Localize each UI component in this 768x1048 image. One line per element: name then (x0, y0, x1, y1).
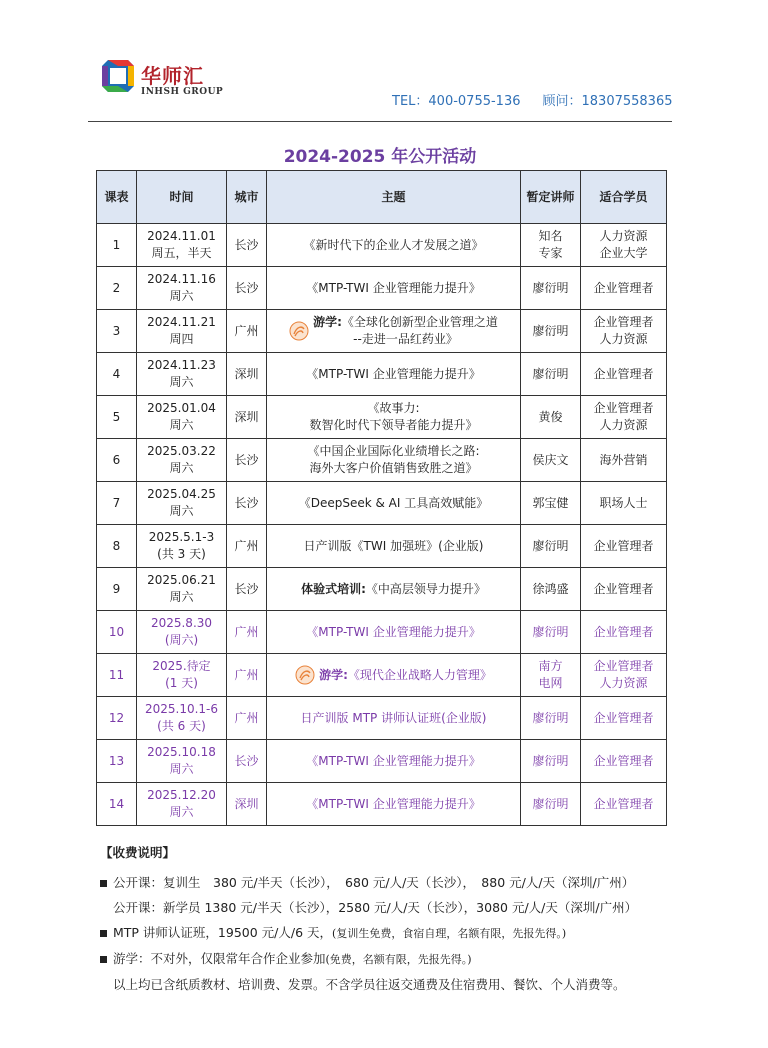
table-row (97, 568, 667, 611)
table-row (97, 310, 667, 353)
topic-text-line2: --走进一品红药业》 (353, 332, 458, 346)
course-topic (267, 396, 521, 439)
study-tour-icon (295, 665, 315, 685)
course-date: 2024.11.23 (147, 358, 216, 372)
course-audience: 企业管理者 (581, 740, 667, 783)
schedule-table (96, 170, 667, 826)
course-date: 2025.10.18 (147, 745, 216, 759)
table-row (97, 740, 667, 783)
table-row (97, 396, 667, 439)
topic-text: 《MTP-TWI 企业管理能力提升》 (306, 280, 481, 295)
course-city: 长沙 (227, 267, 267, 310)
header-lecturer: 暂定讲师 (521, 171, 581, 224)
course-no: 10 (97, 611, 137, 654)
course-city: 广州 (227, 697, 267, 740)
table-header-row (97, 171, 667, 224)
course-audience: 企业管理者 (581, 353, 667, 396)
fee-line-mtp: MTP 讲师认证班，19500 元/人/6 天，(复训生免费，食宿自理，名额有限，先报先得。) (100, 920, 700, 946)
table-row (97, 697, 667, 740)
course-topic (267, 654, 521, 697)
course-audience: 海外营销 (581, 439, 667, 482)
topic-text: 《现代企业战略人力管理》 (347, 667, 492, 682)
course-lecturer: 廖衍明 (521, 740, 581, 783)
topic-text: 《全球化创新型企业管理之道 (341, 315, 498, 329)
topic-text: 日产训版《TWI 加强班》(企业版) (303, 538, 484, 553)
course-no: 8 (97, 525, 137, 568)
course-day: (共 6 天) (157, 719, 206, 733)
course-topic (267, 740, 521, 783)
course-time (137, 654, 227, 697)
course-city: 广州 (227, 611, 267, 654)
course-no: 1 (97, 224, 137, 267)
course-time (137, 439, 227, 482)
course-no: 13 (97, 740, 137, 783)
course-lecturer: 廖衍明 (521, 783, 581, 826)
bullet-icon (100, 956, 107, 963)
course-day: 周六 (169, 461, 194, 475)
course-city: 深圳 (227, 783, 267, 826)
course-audience: 职场人士 (581, 482, 667, 525)
table-row (97, 525, 667, 568)
course-no: 2 (97, 267, 137, 310)
topic-text: 《MTP-TWI 企业管理能力提升》 (306, 796, 481, 811)
course-lecturer: 侯庆文 (521, 439, 581, 482)
course-lecturer: 廖衍明 (521, 525, 581, 568)
topic-text: 《新时代下的企业人才发展之道》 (303, 237, 484, 252)
course-topic (267, 224, 521, 267)
topic-text: 《MTP-TWI 企业管理能力提升》 (306, 753, 481, 768)
course-day: (周六) (164, 633, 199, 647)
header-city: 城市 (227, 171, 267, 224)
bullet-icon (100, 880, 107, 887)
header-time: 时间 (137, 171, 227, 224)
course-audience: 企业管理者 (581, 611, 667, 654)
course-date: 2025.8.30 (150, 616, 213, 630)
course-time (137, 396, 227, 439)
course-city: 广州 (227, 525, 267, 568)
logo-icon (100, 58, 136, 94)
course-lecturer: 黄俊 (521, 396, 581, 439)
course-day: 周六 (169, 805, 194, 819)
course-audience: 企业管理者 (581, 267, 667, 310)
course-audience: 企业管理者 (581, 525, 667, 568)
course-date: 2025.01.04 (147, 401, 216, 415)
course-lecturer: 廖衍明 (521, 353, 581, 396)
topic-text: 《中高层领导力提升》 (365, 581, 486, 596)
course-date: 2024.11.01 (147, 229, 216, 243)
course-lecturer: 廖衍明 (521, 697, 581, 740)
contact-info (392, 90, 672, 109)
course-date: 2025.待定 (152, 659, 211, 673)
phone-number: TEL：400-0755-136 (392, 94, 521, 109)
table-row (97, 611, 667, 654)
topic-text: 《故事力: (367, 401, 420, 415)
course-day: (共 3 天) (157, 547, 206, 561)
page-header (0, 0, 768, 120)
course-topic (267, 482, 521, 525)
header-divider (88, 121, 672, 122)
course-topic (267, 310, 521, 353)
study-tour-icon (289, 321, 309, 341)
course-topic (267, 568, 521, 611)
fee-heading: 【收费说明】 (100, 845, 176, 860)
course-no: 3 (97, 310, 137, 353)
course-lecturer: 徐鸿盛 (521, 568, 581, 611)
course-time (137, 353, 227, 396)
table-row (97, 482, 667, 525)
fee-line-returning: 公开课：复训生 380 元/半天（长沙）， 680 元/人/天（长沙）， 880 元/人/天（深圳/广州） (100, 870, 700, 895)
course-city: 长沙 (227, 740, 267, 783)
fee-notes (100, 843, 700, 997)
table-row (97, 267, 667, 310)
topic-prefix: 体验式培训: (301, 581, 366, 596)
course-audience: 企业管理者 人力资源 (581, 310, 667, 353)
course-date: 2025.5.1-3 (148, 530, 215, 544)
course-time (137, 611, 227, 654)
course-audience: 人力资源 企业大学 (581, 224, 667, 267)
table-row (97, 353, 667, 396)
fee-line-study-tour: 游学：不对外，仅限常年合作企业参加(免费，名额有限，先报先得。) (100, 946, 700, 972)
advisor-number: 顾问：18307558365 (542, 94, 673, 109)
topic-text-line2: 数智化时代下领导者能力提升》 (309, 418, 478, 432)
header-audience: 适合学员 (581, 171, 667, 224)
course-audience: 企业管理者 (581, 783, 667, 826)
course-topic (267, 611, 521, 654)
course-topic (267, 353, 521, 396)
course-date: 2024.11.21 (147, 315, 216, 329)
table-row (97, 783, 667, 826)
course-city: 深圳 (227, 353, 267, 396)
course-lecturer: 廖衍明 (521, 310, 581, 353)
course-topic (267, 697, 521, 740)
course-date: 2025.06.21 (147, 573, 216, 587)
course-audience: 企业管理者 人力资源 (581, 396, 667, 439)
course-lecturer: 郭宝健 (521, 482, 581, 525)
course-city: 广州 (227, 654, 267, 697)
course-day: 周六 (169, 289, 194, 303)
course-city: 长沙 (227, 439, 267, 482)
fee-line-included: 以上均已含纸质教材、培训费、发票。不含学员往返交通费及住宿费用、餐饮、个人消费等。 (113, 977, 626, 992)
topic-text: 《中国企业国际化业绩增长之路: (307, 444, 480, 458)
course-no: 5 (97, 396, 137, 439)
course-audience: 企业管理者 人力资源 (581, 654, 667, 697)
course-day: (1 天) (165, 676, 198, 690)
course-topic (267, 783, 521, 826)
topic-text-line2: 海外大客户价值销售致胜之道》 (309, 461, 478, 475)
course-lecturer: 廖衍明 (521, 611, 581, 654)
course-day: 周六 (169, 504, 194, 518)
course-time (137, 525, 227, 568)
logo-chinese-name: 华师汇 (141, 64, 204, 88)
course-no: 12 (97, 697, 137, 740)
topic-text: 《MTP-TWI 企业管理能力提升》 (306, 624, 481, 639)
topic-prefix: 游学: (313, 315, 342, 329)
course-date: 2025.04.25 (147, 487, 216, 501)
header-topic: 主题 (267, 171, 521, 224)
course-time (137, 568, 227, 611)
course-time (137, 482, 227, 525)
course-topic (267, 439, 521, 482)
course-no: 7 (97, 482, 137, 525)
course-date: 2025.03.22 (147, 444, 216, 458)
course-topic (267, 525, 521, 568)
course-no: 6 (97, 439, 137, 482)
course-time (137, 310, 227, 353)
course-day: 周六 (169, 418, 194, 432)
course-city: 长沙 (227, 224, 267, 267)
logo-english-name: INHSH GROUP (141, 87, 224, 97)
course-day: 周四 (169, 332, 194, 346)
course-lecturer: 廖衍明 (521, 267, 581, 310)
course-audience: 企业管理者 (581, 697, 667, 740)
course-time (137, 267, 227, 310)
course-lecturer: 南方 电网 (521, 654, 581, 697)
course-date: 2024.11.16 (147, 272, 216, 286)
table-row (97, 224, 667, 267)
course-no: 9 (97, 568, 137, 611)
course-time (137, 697, 227, 740)
course-lecturer: 知名 专家 (521, 224, 581, 267)
topic-text: 《DeepSeek & AI 工具高效赋能》 (298, 495, 489, 510)
course-time (137, 740, 227, 783)
course-date: 2025.10.1-6 (144, 702, 219, 716)
topic-text: 《MTP-TWI 企业管理能力提升》 (306, 366, 481, 381)
course-city: 深圳 (227, 396, 267, 439)
course-no: 14 (97, 783, 137, 826)
course-time (137, 224, 227, 267)
course-day: 周六 (169, 375, 194, 389)
course-day: 周六 (169, 762, 194, 776)
bullet-icon (100, 930, 107, 937)
course-no: 4 (97, 353, 137, 396)
topic-text: 日产训版 MTP 讲师认证班(企业版) (300, 710, 487, 725)
page-title: 2024-2025 年公开活动 (283, 147, 477, 167)
course-audience: 企业管理者 (581, 568, 667, 611)
course-city: 长沙 (227, 568, 267, 611)
table-row (97, 654, 667, 697)
course-city: 长沙 (227, 482, 267, 525)
course-day: 周五，半天 (151, 246, 212, 260)
course-city: 广州 (227, 310, 267, 353)
course-day: 周六 (169, 590, 194, 604)
topic-prefix: 游学: (319, 667, 348, 682)
course-date: 2025.12.20 (147, 788, 216, 802)
course-no: 11 (97, 654, 137, 697)
header-course-no: 课表 (97, 171, 137, 224)
course-time (137, 783, 227, 826)
fee-line-new: 公开课：新学员 1380 元/半天（长沙），2580 元/人/天（长沙），3080 元/人/天（深圳/广州） (113, 900, 638, 915)
table-row (97, 439, 667, 482)
course-topic (267, 267, 521, 310)
